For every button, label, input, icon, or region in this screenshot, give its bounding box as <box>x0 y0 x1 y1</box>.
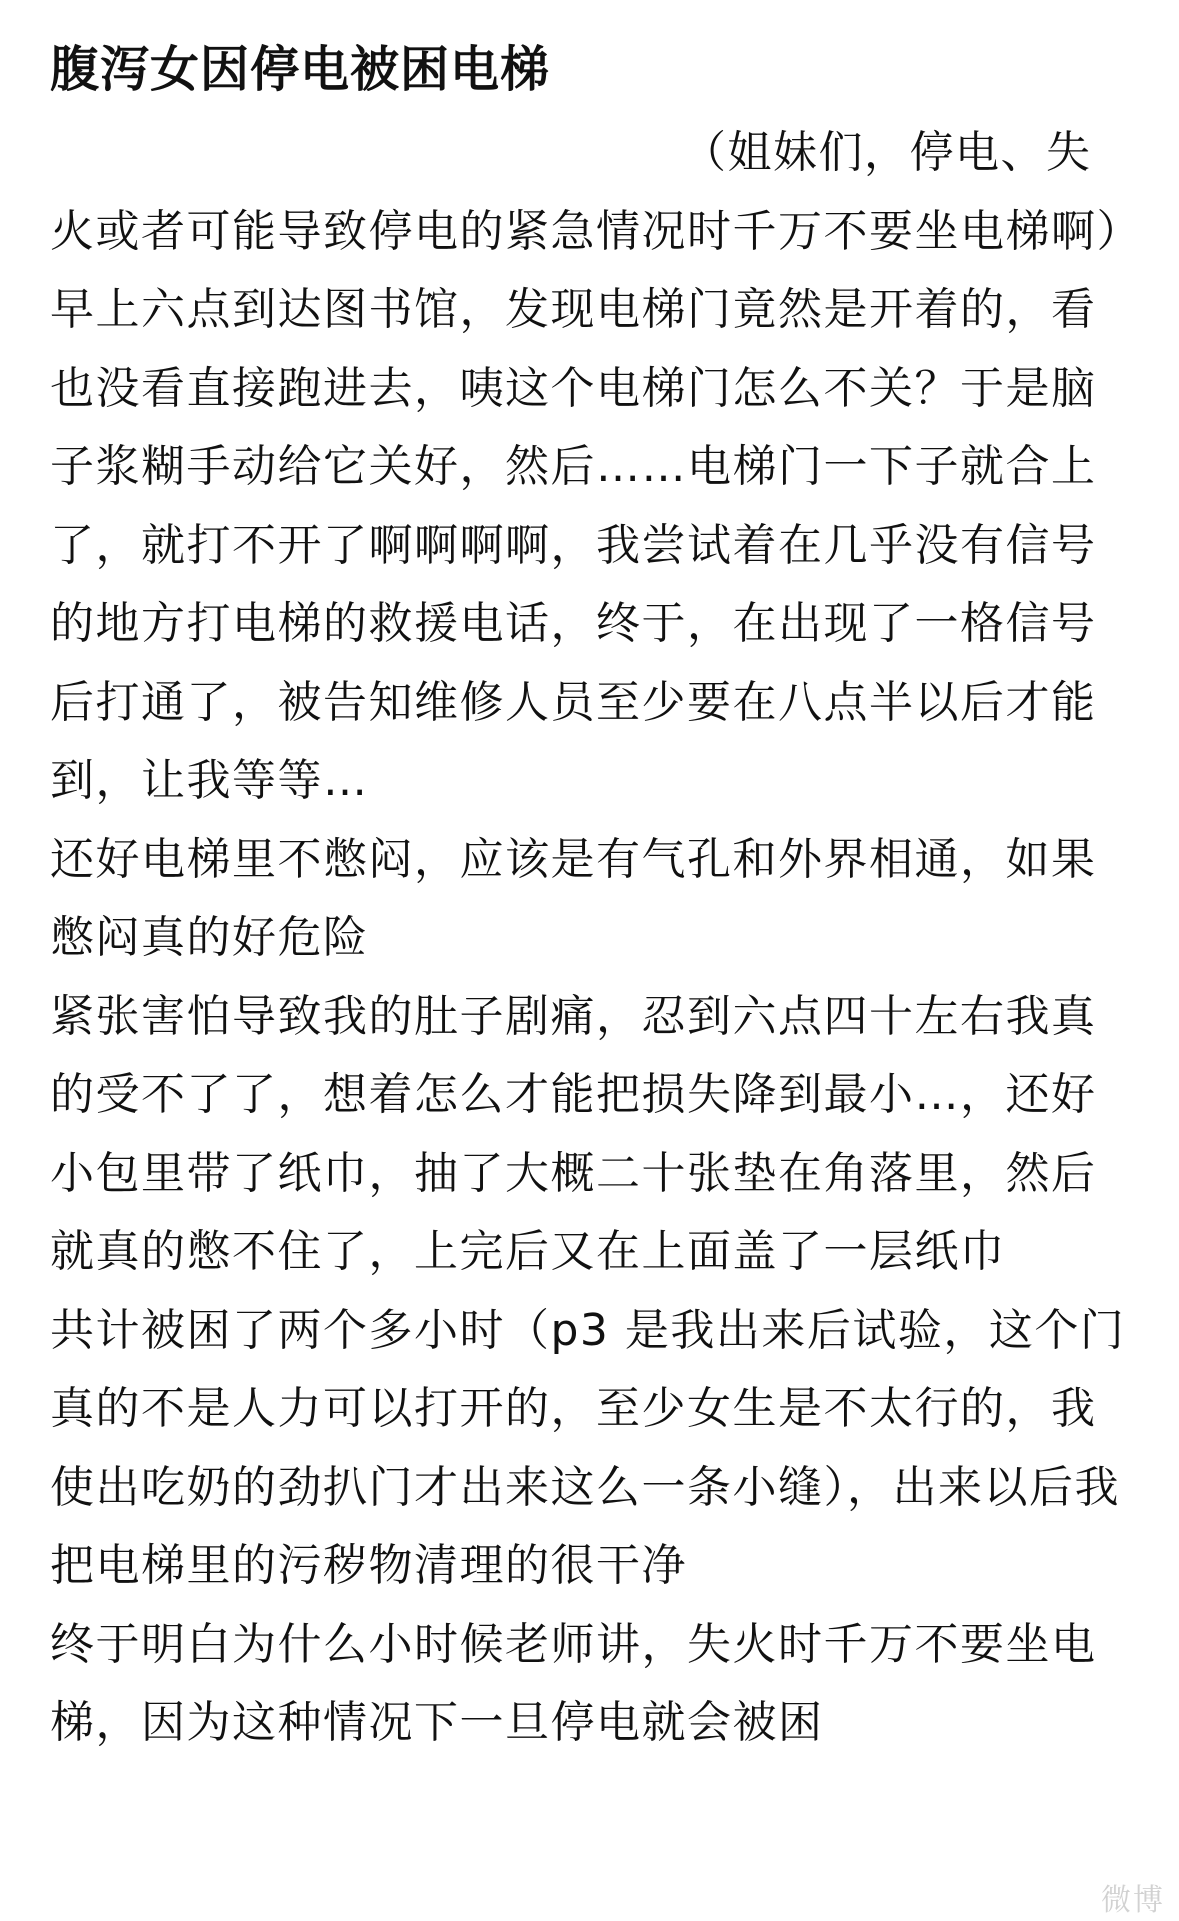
paragraph-notice: （姐妹们，停电、失火或者可能导致停电的紧急情况时千万不要坐电梯啊） <box>50 127 1142 257</box>
paragraph-duration: 共计被困了两个多小时（p3 是我出来后试验，这个门真的不是人力可以打开的，至少女生是不太行的，我使出吃奶的劲扒门才出来这么一条小缝），出来以后我把电梯里的污秽物清理的很干净 <box>50 1304 1126 1591</box>
post-body <box>50 114 1142 1763</box>
paragraph-air: 还好电梯里不憋闷，应该是有气孔和外界相通，如果憋闷真的好危险 <box>50 833 1097 963</box>
paragraph-stomach: 紧张害怕导致我的肚子剧痛，忍到六点四十左右我真的受不了了，想着怎么才能把损失降到最小…，还好小包里带了纸巾，抽了大概二十张垫在角落里，然后就真的憋不住了，上完后又在上面盖了一层纸巾 <box>50 990 1097 1277</box>
watermark: 微博 <box>1101 1883 1165 1918</box>
paragraph-lesson: 终于明白为什么小时候老师讲，失火时千万不要坐电梯，因为这种情况下一旦停电就会被困 <box>50 1618 1097 1748</box>
paragraph-story: 早上六点到达图书馆，发现电梯门竟然是开着的，看也没看直接跑进去，咦这个电梯门怎么不关？于是脑子浆糊手动给它关好，然后……电梯门一下子就合上了，就打不开了啊啊啊啊，我尝试着在几乎没有信号的地方打电梯的救援电话，终于，在出现了一格信号后打通了，被告知维修人员至少要在八点半以后才能到，让我等等… <box>50 284 1097 806</box>
post-title: 腹泻女因停电被困电梯 <box>50 41 551 98</box>
post-content <box>50 30 1142 1763</box>
